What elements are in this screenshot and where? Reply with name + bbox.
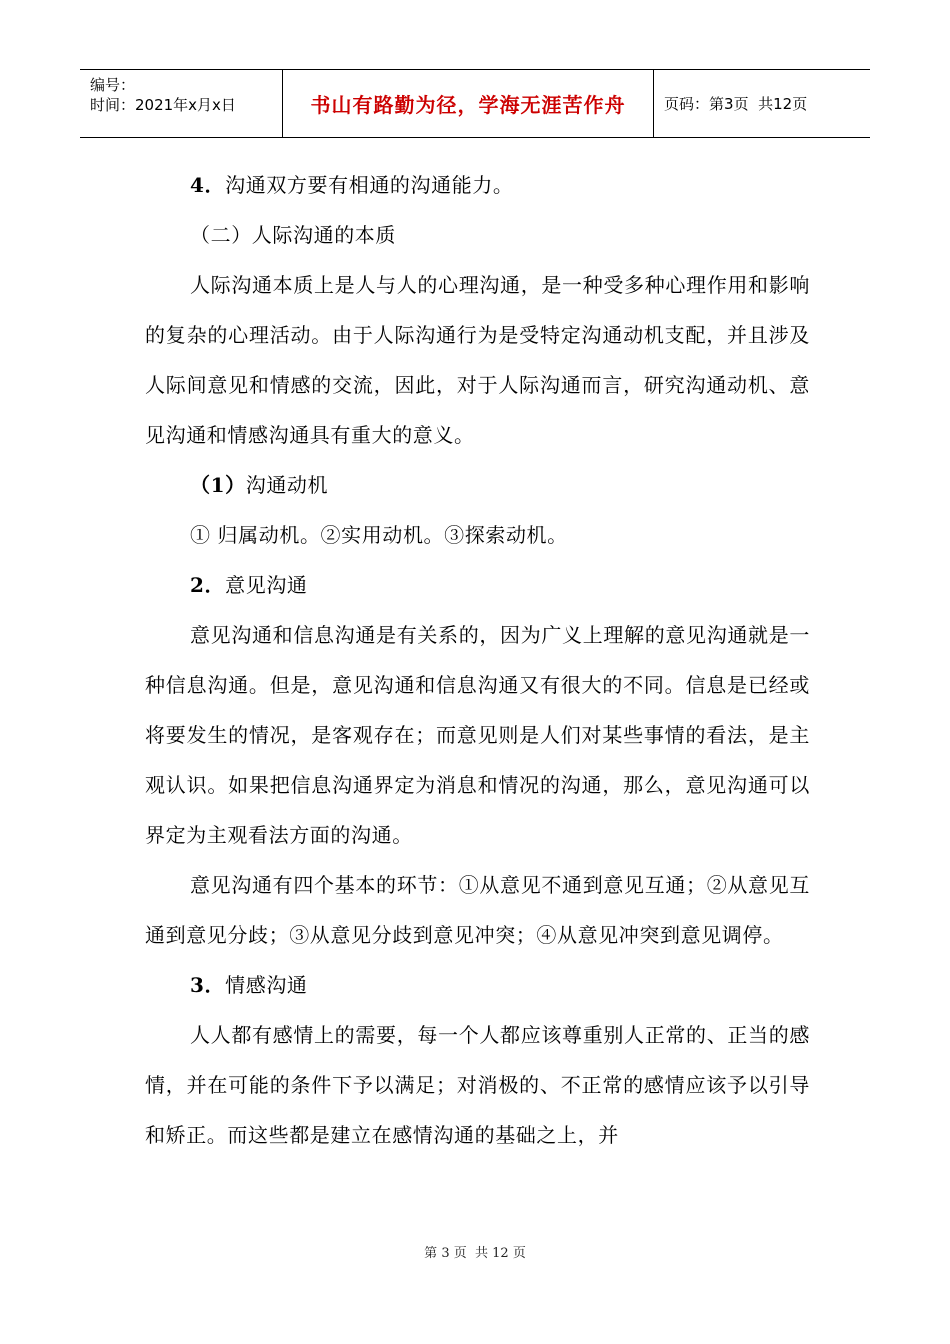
- document-body: [145, 160, 810, 1160]
- date-label: 时间：2021年x月x日: [90, 96, 236, 114]
- footer-total: 12: [492, 1246, 509, 1261]
- heading-text: 沟通双方要有相通的沟通能力。: [225, 173, 514, 197]
- header-motto: 书山有路勤为径，学海无涯苦作舟: [282, 70, 654, 137]
- subheading-number: （1）: [190, 473, 246, 497]
- header-page-info: [654, 70, 870, 137]
- paragraph-opinion: 意见沟通和信息沟通是有关系的，因为广义上理解的意见沟通就是一种信息沟通。但是，意见沟通和信息沟通又有很大的不同。信息是已经或将要发生的情况，是客观存在；而意见则是人们对某些事情的看法，是主观认识。如果把信息沟通界定为消息和情况的沟通，那么，意见沟通可以界定为主观看法方面的沟通。: [145, 623, 810, 847]
- page-total: 12: [773, 94, 793, 113]
- paragraph-opinion-steps: 意见沟通有四个基本的环节：①从意见不通到意见互通；②从意见互通到意见分歧；③从意见分歧到意见冲突；④从意见冲突到意见调停。: [145, 873, 810, 947]
- footer-label-start: 第: [424, 1246, 438, 1261]
- footer-mid: 页 共: [453, 1246, 488, 1261]
- heading-number: 4．: [190, 173, 226, 197]
- subheading-text: 意见沟通: [225, 573, 308, 597]
- subheading-number: 2．: [190, 573, 226, 597]
- subheading-motive: [145, 460, 810, 510]
- paragraph-heading-4: [145, 160, 810, 210]
- motive-list: ① 归属动机。②实用动机。③探索动机。: [190, 523, 568, 547]
- paragraph-emotion: 人人都有感情上的需要，每一个人都应该尊重别人正常的、正当的感情，并在可能的条件下予以满足；对消极的、不正常的感情应该予以引导和矫正。而这些都是建立在感情沟通的基础之上，并: [145, 1023, 810, 1147]
- subheading-text: 情感沟通: [225, 973, 308, 997]
- page-end: 页: [792, 95, 808, 113]
- page-header: [80, 69, 870, 138]
- footer-page: 3: [441, 1246, 450, 1261]
- section-heading: （二）人际沟通的本质: [190, 223, 396, 247]
- page-label: 页码：第: [664, 95, 725, 113]
- page-mid: 页 共: [733, 95, 774, 113]
- footer-end: 页: [512, 1246, 526, 1261]
- page-current: 3: [724, 94, 734, 113]
- subheading-number: 3．: [190, 973, 226, 997]
- serial-number-label: 编号：: [90, 76, 136, 94]
- subheading-text: 沟通动机: [245, 473, 329, 497]
- subheading-opinion: [145, 560, 810, 610]
- paragraph-essence: 人际沟通本质上是人与人的心理沟通，是一种受多种心理作用和影响的复杂的心理活动。由于人际沟通行为是受特定沟通动机支配，并且涉及人际间意见和情感的交流，因此，对于人际沟通而言，研究沟通动机、意见沟通和情感沟通具有重大的意义。: [145, 273, 810, 447]
- subheading-emotion: [145, 960, 810, 1010]
- header-meta: [80, 70, 282, 137]
- page-footer: [0, 1242, 950, 1261]
